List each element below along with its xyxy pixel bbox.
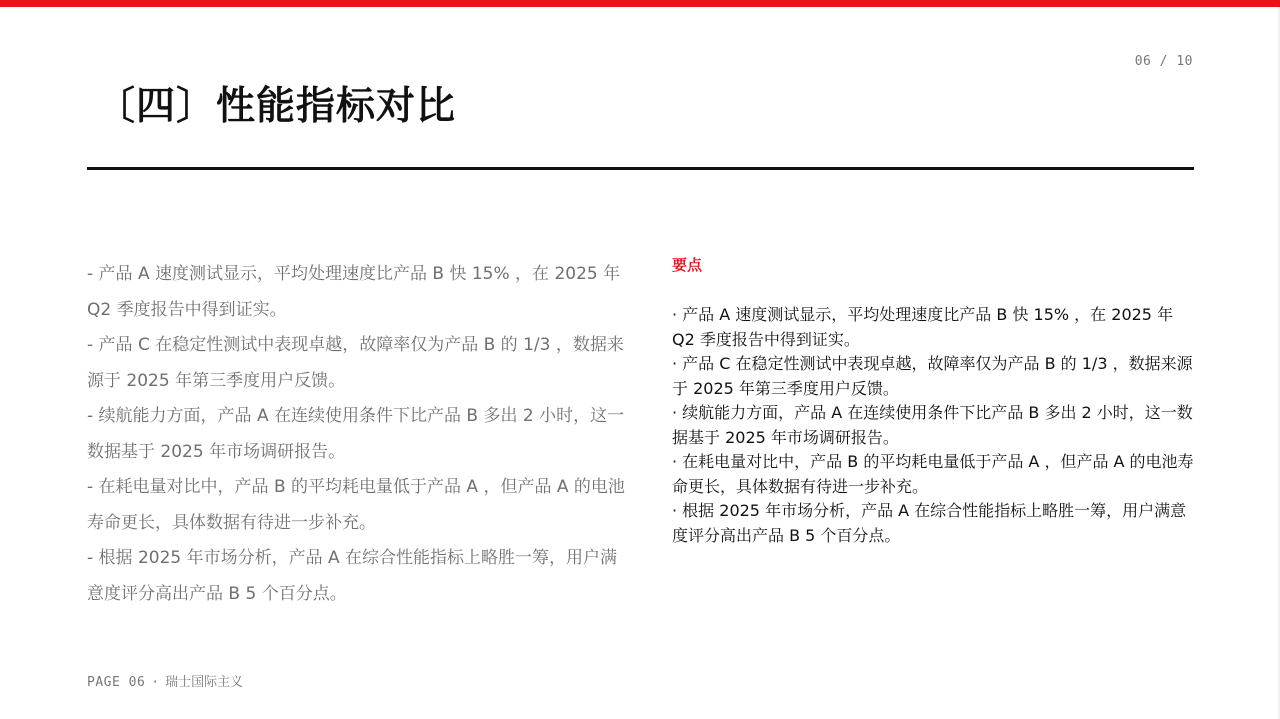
left-list-item: - 续航能力方面，产品 A 在连续使用条件下比产品 B 多出 2 小时，这一数据基于 2025 年市场调研报告。 <box>87 406 625 462</box>
slide-title: 〔四〕性能指标对比 <box>96 84 457 129</box>
top-accent-bar <box>0 0 1280 7</box>
key-point-item: · 续航能力方面，产品 A 在连续使用条件下比产品 B 多出 2 小时，这一数据基于 2025 年市场调研报告。 <box>672 403 1193 447</box>
key-point-item: · 在耗电量对比中，产品 B 的平均耗电量低于产品 A ，但产品 A 的电池寿命更长，具体数据有待进一步补充。 <box>672 452 1194 496</box>
left-list-item: - 在耗电量对比中，产品 B 的平均耗电量低于产品 A ，但产品 A 的电池寿命更长，具体数据有待进一步补充。 <box>87 477 625 533</box>
left-list-item: - 产品 C 在稳定性测试中表现卓越，故障率仅为产品 B 的 1/3 ，数据来源于 2025 年第三季度用户反馈。 <box>87 335 624 391</box>
key-points-panel <box>672 252 1197 548</box>
key-points-heading: 要点 <box>672 256 703 274</box>
key-point-item: · 产品 A 速度测试显示，平均处理速度比产品 B 快 15% ，在 2025 年 Q2 季度报告中得到证实。 <box>672 305 1174 349</box>
left-content-column <box>87 257 632 612</box>
key-point-item: · 根据 2025 年市场分析，产品 A 在综合性能指标上略胜一筹，用户满意度评分高出产品 B 5 个百分点。 <box>672 501 1187 545</box>
footer-separator: · <box>151 675 160 690</box>
title-underline <box>87 167 1194 170</box>
key-points-list <box>672 303 1197 548</box>
left-list-item: - 根据 2025 年市场分析，产品 A 在综合性能指标上略胜一筹，用户满意度评分高出产品 B 5 个百分点。 <box>87 548 618 604</box>
footer <box>87 671 243 690</box>
footer-page-label: PAGE 06 <box>87 675 146 690</box>
page-counter: 06 / 10 <box>1134 54 1193 69</box>
left-list-item: - 产品 A 速度测试显示，平均处理速度比产品 B 快 15% ，在 2025 年 Q2 季度报告中得到证实。 <box>87 264 621 320</box>
footer-organization: 瑞士国际主义 <box>165 675 244 690</box>
key-point-item: · 产品 C 在稳定性测试中表现卓越，故障率仅为产品 B 的 1/3 ，数据来源于 2025 年第三季度用户反馈。 <box>672 354 1193 398</box>
